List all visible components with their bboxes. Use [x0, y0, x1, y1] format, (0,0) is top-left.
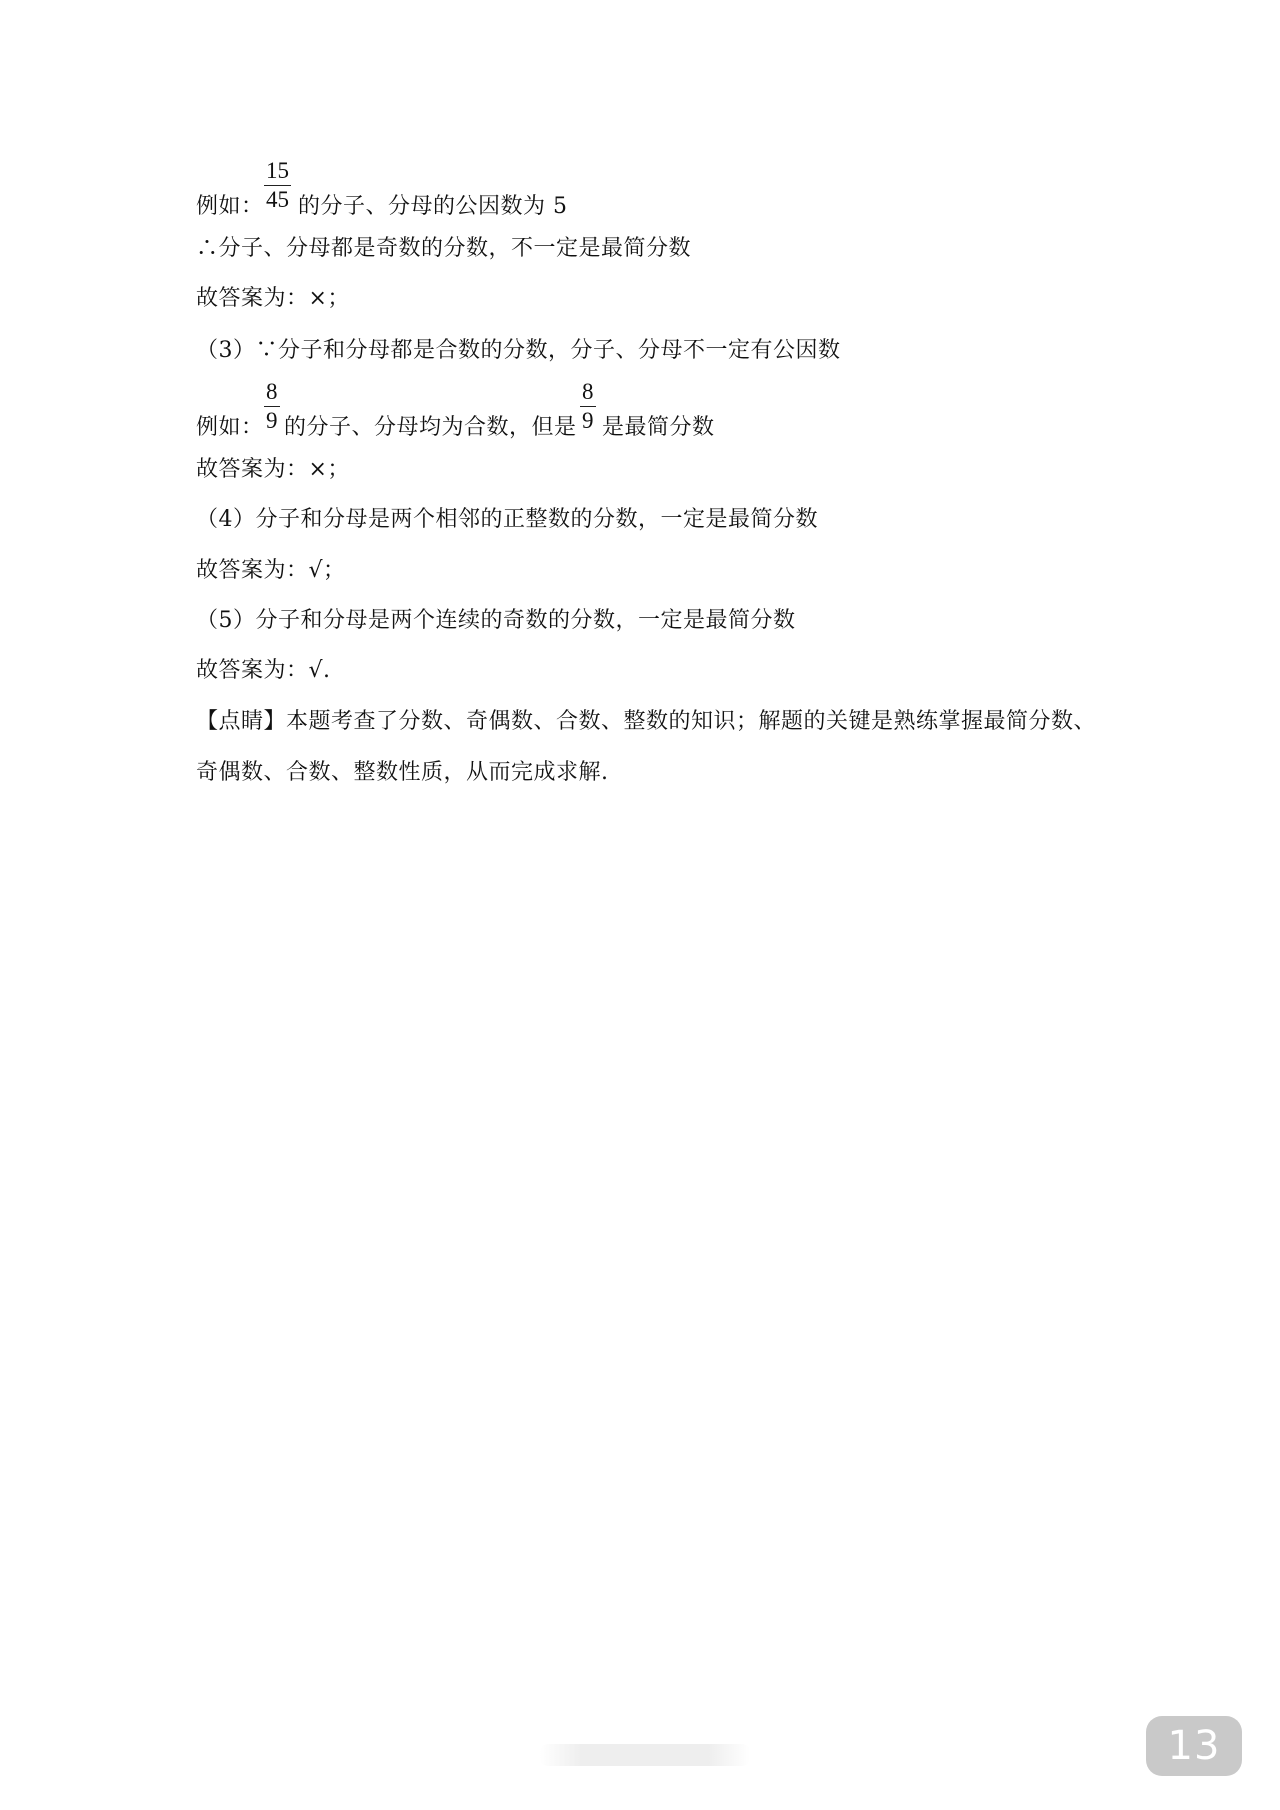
- fraction-numerator: 8: [580, 379, 596, 407]
- answer-line-1: 故答案为：×；: [196, 286, 350, 311]
- item-5-line: （5）分子和分母是两个连续的奇数的分数，一定是最简分数: [196, 608, 796, 633]
- example-text-2: 的分子、分母均为合数，但是: [284, 415, 577, 440]
- example-text-3: 是最简分数: [602, 415, 715, 440]
- commentary-line-2: 奇偶数、合数、整数性质，从而完成求解.: [196, 760, 609, 785]
- fraction-numerator: 8: [264, 379, 280, 407]
- fraction-denominator: 45: [266, 187, 289, 212]
- item-3-line: （3）∵分子和分母都是合数的分数，分子、分母不一定有公因数: [196, 338, 841, 363]
- commentary-line-1: 【点睛】本题考查了分数、奇偶数、合数、整数的知识；解题的关键是熟练掌握最简分数、: [196, 709, 1097, 734]
- fraction-denominator: 9: [582, 408, 594, 433]
- fraction-numerator: 15: [264, 158, 291, 186]
- answer-line-4: 故答案为：√.: [196, 658, 331, 683]
- scan-smudge: [540, 1744, 750, 1766]
- conclusion-line-odd: ∴分子、分母都是奇数的分数，不一定是最简分数: [196, 236, 692, 261]
- example-label-2: 例如：: [196, 415, 264, 440]
- page-number-badge: 13: [1146, 1716, 1242, 1776]
- fraction-8-9-a: [264, 379, 280, 434]
- fraction-8-9-b: [580, 379, 596, 434]
- example-text-1: 的分子、分母的公因数为 5: [298, 194, 568, 219]
- example-label-1: 例如：: [196, 194, 264, 219]
- answer-line-3: 故答案为：√；: [196, 558, 346, 583]
- item-4-line: （4）分子和分母是两个相邻的正整数的分数，一定是最简分数: [196, 507, 818, 532]
- fraction-denominator: 9: [266, 408, 278, 433]
- answer-line-2: 故答案为：×；: [196, 457, 350, 482]
- fraction-15-45: [264, 158, 291, 213]
